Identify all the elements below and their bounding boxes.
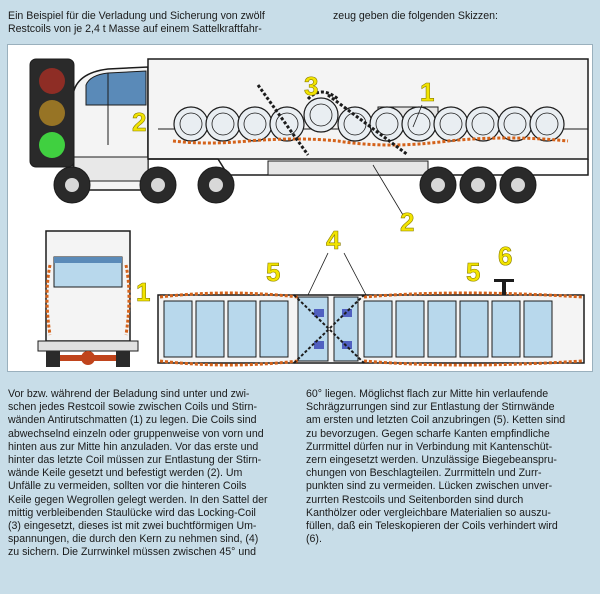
body-line: (6). — [306, 533, 322, 546]
body-line: punkten sind zu vermeiden. Lücken zwischen unver- — [306, 480, 553, 493]
body-line: wänden Antirutschmatten (1) zu legen. Die Coils sind — [8, 414, 257, 427]
intro-line: Ein Beispiel für die Verladung und Sicherung von zwölf — [8, 10, 265, 22]
label-bottom-5-right: 5 — [466, 257, 481, 287]
label-bottom-5-left: 5 — [266, 257, 281, 287]
body-line: chungen von Beschlagteilen. Zurrmitteln und Zurr- — [306, 467, 542, 480]
body-column-right — [306, 388, 592, 546]
body-line: zern eingesetzt werden. Unzulässige Biegebeanspru- — [306, 454, 557, 467]
body-line: zu sichern. Die Zurrwinkel müssen zwischen 45° und — [8, 546, 256, 559]
body-line: Zurrmittel dürfen nur in Verbindung mit Kantenschüt- — [306, 440, 553, 453]
loading-diagram — [8, 45, 592, 371]
body-line: zu bevorzugen. Gegen scharfe Kanten empfindliche — [306, 427, 550, 440]
body-line: wände Keile gesetzt und befestigt werden (2). Um — [8, 467, 243, 480]
body-line: am ersten und letzten Coil anzubringen (5). Ketten sind — [306, 414, 566, 427]
body-line: schen jedes Restcoil sowie zwischen Coils und Stirn- — [8, 401, 258, 414]
trailer-top-view — [158, 253, 584, 365]
body-line: Vor bzw. während der Beladung sind unter und zwi- — [8, 388, 250, 400]
traffic-light-icon — [30, 59, 74, 167]
body-line: hinter das letzte Coil müssen zur Entlastung der Stirn- — [8, 454, 262, 467]
body-line: (3) eingesetzt, dieses ist mit zwei buchtförmigen Um- — [8, 520, 257, 533]
label-top-2-left: 2 — [132, 107, 147, 137]
body-line: abwechselnd einzeln oder gruppenweise von vorn und — [8, 427, 264, 440]
label-bottom-6: 6 — [498, 241, 513, 271]
intro-line: Restcoils von je 2,4 t Masse auf einem Sattelkraftfahr- — [8, 23, 262, 36]
body-line: spannungen, die durch den Kern zu nehmen sind, (4) — [8, 533, 259, 546]
body-column-left — [8, 388, 292, 560]
intro-text — [8, 10, 298, 36]
figure-panel — [7, 44, 593, 372]
intro-text-continued: zeug geben die folgenden Skizzen: — [333, 10, 498, 22]
label-bottom-4: 4 — [326, 225, 341, 255]
body-line: Kanthölzer oder vergleichbare Materialien so auszu- — [306, 506, 551, 519]
label-top-3: 3 — [304, 71, 319, 101]
truck-front-view — [38, 231, 138, 367]
body-line: Schrägzurrungen sind zur Entlastung der Stirnwände — [306, 401, 555, 414]
body-line: hinten aus zur Mitte hin anzuladen. Vor das erste und — [8, 440, 259, 453]
body-line: Unfälle zu vermeiden, sollten vor die hinteren Coils — [8, 480, 247, 493]
label-top-2-bottom: 2 — [400, 207, 415, 237]
body-line: Keile gegen Wegrollen gelegt werden. In den Sattel der — [8, 493, 268, 506]
label-top-1: 1 — [420, 77, 435, 107]
body-line: 60° liegen. Möglichst flach zur Mitte hin verlaufende — [306, 388, 549, 400]
body-line: füllen, daß ein Teleskopieren der Coils verhindert wird — [306, 520, 558, 533]
body-line: zurrten Restcoils und Seitenborden sind durch — [306, 493, 524, 506]
label-bottom-1: 1 — [136, 277, 151, 307]
body-line: mittig verbleibenden Staulücke wird das Locking-Coil — [8, 506, 256, 519]
